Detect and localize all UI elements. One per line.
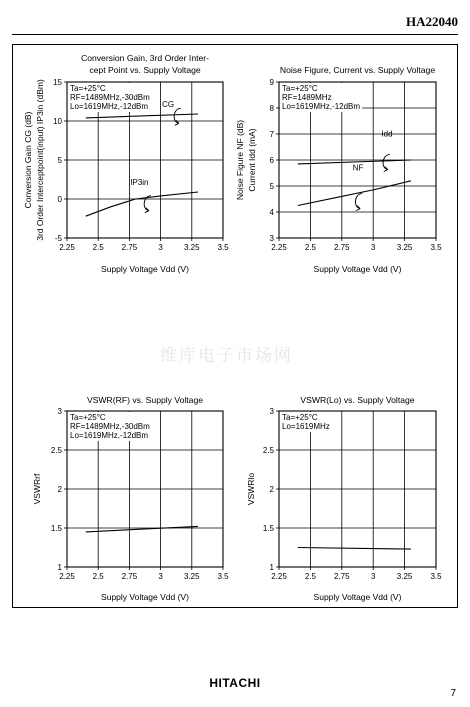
x-axis-label: Supply Voltage Vdd (V) <box>101 264 189 274</box>
y-tick-label: 0 <box>57 195 62 204</box>
chart-title: VSWR(RF) vs. Supply Voltage <box>86 395 204 405</box>
x-tick-label: 3.25 <box>396 572 413 581</box>
x-tick-label: 3 <box>370 243 376 252</box>
test-condition: Lo=1619MHz <box>282 422 330 431</box>
chart-vswr-lo <box>246 395 442 602</box>
chart-cg-ip3 <box>23 53 229 274</box>
x-axis-label: Supply Voltage Vdd (V) <box>101 592 189 602</box>
x-axis-label: Supply Voltage Vdd (V) <box>313 592 402 602</box>
curve-pointer-arrow <box>383 155 390 170</box>
test-condition: Lo=1619MHz,-12dBm <box>70 431 149 440</box>
series-label: CG <box>162 99 175 109</box>
y-tick-label: 5 <box>57 156 62 165</box>
x-tick-label: 3.5 <box>217 572 229 581</box>
chart-title: cept Point vs. Supply Voltage <box>89 65 201 75</box>
y-tick-label: 8 <box>269 104 274 113</box>
x-tick-label: 2.5 <box>92 572 104 581</box>
test-condition: Ta=+25°C <box>282 413 318 422</box>
x-axis-label: Supply Voltage Vdd (V) <box>313 264 402 274</box>
page-number: 7 <box>450 688 456 699</box>
test-condition: Lo=1619MHz,-12dBm <box>70 102 149 111</box>
y-axis-label: 3rd Order Interceptpoint(input) IP3in (dBm) <box>35 79 45 241</box>
test-condition: Lo=1619MHz,-12dBm <box>282 102 361 111</box>
y-tick-label: 7 <box>269 130 274 139</box>
y-tick-label: 1.5 <box>262 524 274 533</box>
series-line-ip3in <box>86 192 198 216</box>
x-tick-label: 2.75 <box>334 572 350 581</box>
y-tick-label: 10 <box>53 117 62 126</box>
series-line-cg <box>86 114 198 118</box>
x-tick-label: 3 <box>158 572 163 581</box>
series-label: Idd <box>381 129 393 139</box>
y-tick-label: -5 <box>54 234 62 243</box>
curve-pointer-arrow <box>355 194 362 209</box>
x-tick-label: 3.25 <box>396 243 413 252</box>
chart-title: Noise Figure, Current vs. Supply Voltage <box>279 65 436 75</box>
series-label: IP3in <box>130 177 149 187</box>
x-tick-label: 2.25 <box>271 243 287 252</box>
x-tick-label: 3.25 <box>184 572 200 581</box>
x-tick-label: 3.25 <box>184 243 200 252</box>
test-condition: RF=1489MHz,-30dBm <box>70 422 150 431</box>
x-tick-label: 3.5 <box>430 243 442 252</box>
y-tick-label: 1 <box>269 563 274 572</box>
x-tick-label: 2.25 <box>59 572 75 581</box>
x-tick-label: 3.5 <box>217 243 229 252</box>
y-tick-label: 2.5 <box>50 446 62 455</box>
y-axis-label: Conversion Gain CG (dB) <box>23 111 33 209</box>
watermark-text: 维库电子市场网 <box>160 346 293 366</box>
y-tick-label: 5 <box>269 182 274 191</box>
x-tick-label: 2.25 <box>271 572 287 581</box>
y-tick-label: 9 <box>269 78 274 87</box>
x-tick-label: 2.5 <box>304 572 316 581</box>
y-tick-label: 1 <box>57 563 62 572</box>
chart-vswr-rf <box>32 395 229 602</box>
test-condition: Ta=+25°C <box>70 84 106 93</box>
x-tick-label: 2.75 <box>121 572 138 581</box>
y-tick-label: 2 <box>57 485 62 494</box>
series-line-nf <box>298 181 411 206</box>
chart-title: VSWR(Lo) vs. Supply Voltage <box>300 395 415 405</box>
y-axis-label: Current Idd (mA) <box>247 128 257 192</box>
y-axis-label: VSWRlo <box>246 472 256 506</box>
test-condition: RF=1489MHz,-30dBm <box>70 93 150 102</box>
x-tick-label: 2.5 <box>92 243 104 252</box>
x-tick-label: 3.5 <box>430 572 442 581</box>
y-tick-label: 2.5 <box>262 446 274 455</box>
y-tick-label: 1.5 <box>50 524 62 533</box>
y-tick-label: 15 <box>53 78 62 87</box>
y-axis-label: VSWRrf <box>32 473 42 505</box>
test-condition: Ta=+25°C <box>282 84 318 93</box>
series-line-data <box>86 526 198 532</box>
x-tick-label: 2.75 <box>121 243 138 252</box>
y-tick-label: 3 <box>269 407 274 416</box>
footer-brand-logo: HITACHI <box>209 676 261 690</box>
y-tick-label: 3 <box>269 234 274 243</box>
test-condition: RF=1489MHz <box>282 93 332 102</box>
series-label: NF <box>352 163 364 173</box>
x-tick-label: 2.25 <box>59 243 75 252</box>
x-tick-label: 3 <box>370 572 376 581</box>
x-tick-label: 2.75 <box>334 243 350 252</box>
x-tick-label: 3 <box>158 243 163 252</box>
y-tick-label: 6 <box>269 156 274 165</box>
y-tick-label: 2 <box>269 485 274 494</box>
y-tick-label: 3 <box>57 407 62 416</box>
y-tick-label: 4 <box>269 208 274 217</box>
chart-title: Conversion Gain, 3rd Order Inter- <box>80 53 210 63</box>
chart-nf-idd <box>235 65 442 274</box>
x-tick-label: 2.5 <box>304 243 316 252</box>
series-line-data <box>298 548 411 550</box>
test-condition: Ta=+25°C <box>70 413 106 422</box>
part-number: HA22040 <box>406 14 458 29</box>
y-axis-label: Noise Figure NF (dB) <box>235 119 245 201</box>
